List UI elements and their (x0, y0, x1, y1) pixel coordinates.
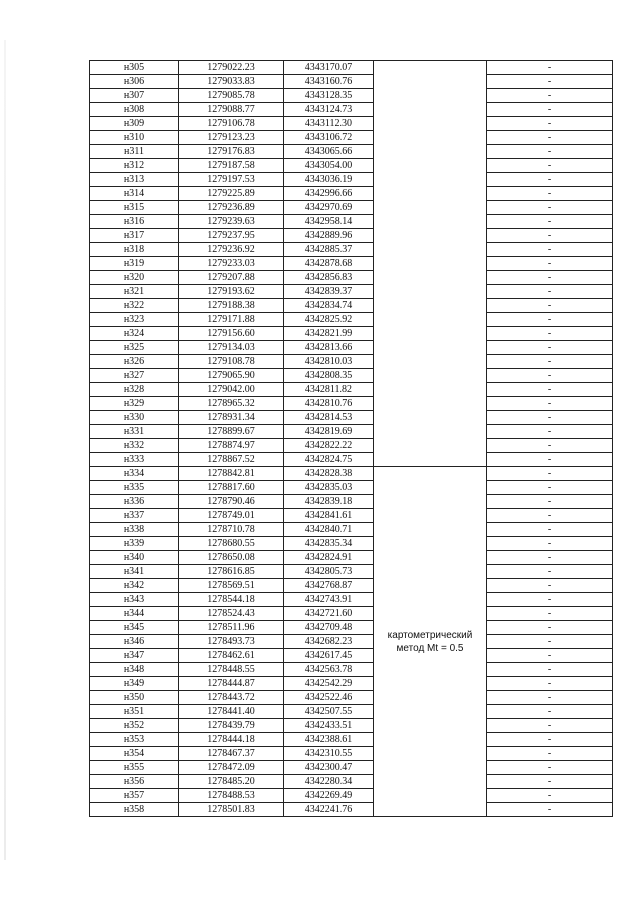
y-coordinate-cell: 4342810.03 (284, 355, 374, 369)
x-coordinate-cell: 1278790.46 (179, 495, 284, 509)
point-id-cell: н357 (90, 789, 179, 803)
accuracy-cell: - (487, 803, 613, 817)
x-coordinate-cell: 1279197.53 (179, 173, 284, 187)
table-row (90, 467, 613, 481)
accuracy-cell: - (487, 75, 613, 89)
method-label-line1: картометрический (387, 629, 473, 641)
y-coordinate-cell: 4342835.03 (284, 481, 374, 495)
x-coordinate-cell: 1278524.43 (179, 607, 284, 621)
y-coordinate-cell: 4343054.00 (284, 159, 374, 173)
accuracy-cell: - (487, 789, 613, 803)
point-id-cell: н337 (90, 509, 179, 523)
accuracy-cell: - (487, 257, 613, 271)
point-id-cell: н356 (90, 775, 179, 789)
accuracy-cell: - (487, 579, 613, 593)
y-coordinate-cell: 4342821.99 (284, 327, 374, 341)
x-coordinate-cell: 1279237.95 (179, 229, 284, 243)
accuracy-cell: - (487, 593, 613, 607)
accuracy-cell: - (487, 523, 613, 537)
table-row (90, 383, 613, 397)
x-coordinate-cell: 1278899.67 (179, 425, 284, 439)
accuracy-cell: - (487, 369, 613, 383)
table-row (90, 327, 613, 341)
table-row (90, 159, 613, 173)
y-coordinate-cell: 4342617.45 (284, 649, 374, 663)
table-row (90, 411, 613, 425)
x-coordinate-cell: 1278485.20 (179, 775, 284, 789)
x-coordinate-cell: 1279225.89 (179, 187, 284, 201)
x-coordinate-cell: 1278441.40 (179, 705, 284, 719)
y-coordinate-cell: 4342840.71 (284, 523, 374, 537)
point-id-cell: н358 (90, 803, 179, 817)
table-row (90, 509, 613, 523)
point-id-cell: н323 (90, 313, 179, 327)
point-id-cell: н339 (90, 537, 179, 551)
y-coordinate-cell: 4342507.55 (284, 705, 374, 719)
accuracy-cell: - (487, 649, 613, 663)
y-coordinate-cell: 4342743.91 (284, 593, 374, 607)
y-coordinate-cell: 4342825.92 (284, 313, 374, 327)
accuracy-cell: - (487, 243, 613, 257)
accuracy-cell: - (487, 61, 613, 75)
x-coordinate-cell: 1278817.60 (179, 481, 284, 495)
x-coordinate-cell: 1278874.97 (179, 439, 284, 453)
x-coordinate-cell: 1279033.83 (179, 75, 284, 89)
table-row (90, 397, 613, 411)
accuracy-cell: - (487, 201, 613, 215)
y-coordinate-cell: 4343112.30 (284, 117, 374, 131)
y-coordinate-cell: 4342433.51 (284, 719, 374, 733)
point-id-cell: н352 (90, 719, 179, 733)
point-id-cell: н320 (90, 271, 179, 285)
table-row (90, 355, 613, 369)
table-row (90, 313, 613, 327)
accuracy-cell: - (487, 299, 613, 313)
accuracy-cell: - (487, 747, 613, 761)
y-coordinate-cell: 4342878.68 (284, 257, 374, 271)
x-coordinate-cell: 1278842.81 (179, 467, 284, 481)
accuracy-cell: - (487, 705, 613, 719)
table-row (90, 565, 613, 579)
accuracy-cell: - (487, 397, 613, 411)
x-coordinate-cell: 1279207.88 (179, 271, 284, 285)
table-row (90, 481, 613, 495)
table-row (90, 89, 613, 103)
point-id-cell: н324 (90, 327, 179, 341)
point-id-cell: н331 (90, 425, 179, 439)
point-id-cell: н332 (90, 439, 179, 453)
x-coordinate-cell: 1279156.60 (179, 327, 284, 341)
x-coordinate-cell: 1279123.23 (179, 131, 284, 145)
table-row (90, 215, 613, 229)
x-coordinate-cell: 1278650.08 (179, 551, 284, 565)
point-id-cell: н306 (90, 75, 179, 89)
y-coordinate-cell: 4342819.69 (284, 425, 374, 439)
point-id-cell: н305 (90, 61, 179, 75)
point-id-cell: н342 (90, 579, 179, 593)
point-id-cell: н327 (90, 369, 179, 383)
table-row (90, 733, 613, 747)
y-coordinate-cell: 4342839.37 (284, 285, 374, 299)
table-row (90, 299, 613, 313)
y-coordinate-cell: 4342828.38 (284, 467, 374, 481)
accuracy-cell: - (487, 677, 613, 691)
accuracy-cell: - (487, 481, 613, 495)
point-id-cell: н345 (90, 621, 179, 635)
table-row (90, 61, 613, 75)
accuracy-cell: - (487, 439, 613, 453)
x-coordinate-cell: 1279193.62 (179, 285, 284, 299)
x-coordinate-cell: 1279108.78 (179, 355, 284, 369)
y-coordinate-cell: 4342563.78 (284, 663, 374, 677)
accuracy-cell: - (487, 551, 613, 565)
y-coordinate-cell: 4342822.22 (284, 439, 374, 453)
table-row (90, 131, 613, 145)
x-coordinate-cell: 1279188.38 (179, 299, 284, 313)
x-coordinate-cell: 1279134.03 (179, 341, 284, 355)
x-coordinate-cell: 1278493.73 (179, 635, 284, 649)
y-coordinate-cell: 4342269.49 (284, 789, 374, 803)
point-id-cell: н326 (90, 355, 179, 369)
y-coordinate-cell: 4342834.74 (284, 299, 374, 313)
table-row (90, 747, 613, 761)
point-id-cell: н340 (90, 551, 179, 565)
accuracy-cell: - (487, 663, 613, 677)
table-row (90, 537, 613, 551)
table-row (90, 341, 613, 355)
y-coordinate-cell: 4342813.66 (284, 341, 374, 355)
accuracy-cell: - (487, 383, 613, 397)
point-id-cell: н338 (90, 523, 179, 537)
x-coordinate-cell: 1278680.55 (179, 537, 284, 551)
point-id-cell: н355 (90, 761, 179, 775)
x-coordinate-cell: 1279042.00 (179, 383, 284, 397)
y-coordinate-cell: 4342839.18 (284, 495, 374, 509)
y-coordinate-cell: 4343106.72 (284, 131, 374, 145)
y-coordinate-cell: 4342889.96 (284, 229, 374, 243)
accuracy-cell: - (487, 271, 613, 285)
accuracy-cell: - (487, 509, 613, 523)
y-coordinate-cell: 4343065.66 (284, 145, 374, 159)
accuracy-cell: - (487, 565, 613, 579)
x-coordinate-cell: 1278444.18 (179, 733, 284, 747)
accuracy-cell: - (487, 719, 613, 733)
accuracy-cell: - (487, 187, 613, 201)
table-row (90, 271, 613, 285)
point-id-cell: н333 (90, 453, 179, 467)
y-coordinate-cell: 4342885.37 (284, 243, 374, 257)
x-coordinate-cell: 1278448.55 (179, 663, 284, 677)
table-row (90, 201, 613, 215)
accuracy-cell: - (487, 425, 613, 439)
table-row (90, 677, 613, 691)
y-coordinate-cell: 4343160.76 (284, 75, 374, 89)
y-coordinate-cell: 4342811.82 (284, 383, 374, 397)
point-id-cell: н343 (90, 593, 179, 607)
accuracy-cell: - (487, 355, 613, 369)
y-coordinate-cell: 4342241.76 (284, 803, 374, 817)
accuracy-cell: - (487, 411, 613, 425)
x-coordinate-cell: 1279176.83 (179, 145, 284, 159)
point-id-cell: н336 (90, 495, 179, 509)
y-coordinate-cell: 4342682.23 (284, 635, 374, 649)
table-row (90, 607, 613, 621)
point-id-cell: н317 (90, 229, 179, 243)
accuracy-cell: - (487, 691, 613, 705)
point-id-cell: н354 (90, 747, 179, 761)
point-id-cell: н349 (90, 677, 179, 691)
accuracy-cell: - (487, 467, 613, 481)
table-row (90, 243, 613, 257)
accuracy-cell: - (487, 313, 613, 327)
table-row (90, 229, 613, 243)
accuracy-cell: - (487, 103, 613, 117)
accuracy-cell: - (487, 607, 613, 621)
point-id-cell: н307 (90, 89, 179, 103)
y-coordinate-cell: 4342522.46 (284, 691, 374, 705)
point-id-cell: н314 (90, 187, 179, 201)
point-id-cell: н309 (90, 117, 179, 131)
table-row (90, 75, 613, 89)
y-coordinate-cell: 4342970.69 (284, 201, 374, 215)
table-row (90, 789, 613, 803)
x-coordinate-cell: 1279088.77 (179, 103, 284, 117)
x-coordinate-cell: 1278867.52 (179, 453, 284, 467)
accuracy-cell: - (487, 621, 613, 635)
table-row (90, 593, 613, 607)
accuracy-cell: - (487, 327, 613, 341)
y-coordinate-cell: 4342808.35 (284, 369, 374, 383)
x-coordinate-cell: 1278616.85 (179, 565, 284, 579)
table-row (90, 103, 613, 117)
table-row (90, 775, 613, 789)
y-coordinate-cell: 4342958.14 (284, 215, 374, 229)
point-id-cell: н346 (90, 635, 179, 649)
accuracy-cell: - (487, 173, 613, 187)
y-coordinate-cell: 4342805.73 (284, 565, 374, 579)
accuracy-cell: - (487, 131, 613, 145)
accuracy-cell: - (487, 761, 613, 775)
x-coordinate-cell: 1278501.83 (179, 803, 284, 817)
method-cell (374, 467, 487, 817)
x-coordinate-cell: 1278444.87 (179, 677, 284, 691)
point-id-cell: н350 (90, 691, 179, 705)
point-id-cell: н319 (90, 257, 179, 271)
point-id-cell: н347 (90, 649, 179, 663)
method-cell-empty (374, 61, 487, 467)
accuracy-cell: - (487, 635, 613, 649)
y-coordinate-cell: 4342768.87 (284, 579, 374, 593)
accuracy-cell: - (487, 215, 613, 229)
point-id-cell: н341 (90, 565, 179, 579)
x-coordinate-cell: 1278462.61 (179, 649, 284, 663)
y-coordinate-cell: 4342542.29 (284, 677, 374, 691)
accuracy-cell: - (487, 159, 613, 173)
x-coordinate-cell: 1279236.89 (179, 201, 284, 215)
point-id-cell: н313 (90, 173, 179, 187)
x-coordinate-cell: 1278749.01 (179, 509, 284, 523)
y-coordinate-cell: 4342835.34 (284, 537, 374, 551)
table-row (90, 495, 613, 509)
point-id-cell: н318 (90, 243, 179, 257)
point-id-cell: н334 (90, 467, 179, 481)
table-row (90, 803, 613, 817)
y-coordinate-cell: 4342721.60 (284, 607, 374, 621)
table-row (90, 117, 613, 131)
accuracy-cell: - (487, 229, 613, 243)
x-coordinate-cell: 1278511.96 (179, 621, 284, 635)
coordinates-table (89, 60, 613, 817)
method-label-line2: метод Mt = 0.5 (396, 642, 464, 654)
table-row (90, 145, 613, 159)
point-id-cell: н335 (90, 481, 179, 495)
scan-edge-shadow (4, 40, 6, 860)
table-row (90, 705, 613, 719)
table-row (90, 579, 613, 593)
y-coordinate-cell: 4342856.83 (284, 271, 374, 285)
point-id-cell: н316 (90, 215, 179, 229)
x-coordinate-cell: 1278472.09 (179, 761, 284, 775)
x-coordinate-cell: 1278439.79 (179, 719, 284, 733)
y-coordinate-cell: 4342709.48 (284, 621, 374, 635)
point-id-cell: н328 (90, 383, 179, 397)
table-row (90, 691, 613, 705)
x-coordinate-cell: 1279065.90 (179, 369, 284, 383)
point-id-cell: н310 (90, 131, 179, 145)
table-row (90, 285, 613, 299)
table-row (90, 439, 613, 453)
x-coordinate-cell: 1278931.34 (179, 411, 284, 425)
x-coordinate-cell: 1278467.37 (179, 747, 284, 761)
table-row (90, 187, 613, 201)
y-coordinate-cell: 4343170.07 (284, 61, 374, 75)
y-coordinate-cell: 4342996.66 (284, 187, 374, 201)
coordinates-table-body (90, 61, 613, 817)
table-row (90, 621, 613, 635)
y-coordinate-cell: 4342300.47 (284, 761, 374, 775)
point-id-cell: н315 (90, 201, 179, 215)
x-coordinate-cell: 1279171.88 (179, 313, 284, 327)
table-row (90, 173, 613, 187)
point-id-cell: н322 (90, 299, 179, 313)
x-coordinate-cell: 1279236.92 (179, 243, 284, 257)
x-coordinate-cell: 1279085.78 (179, 89, 284, 103)
y-coordinate-cell: 4342810.76 (284, 397, 374, 411)
x-coordinate-cell: 1279233.03 (179, 257, 284, 271)
point-id-cell: н308 (90, 103, 179, 117)
table-row (90, 663, 613, 677)
accuracy-cell: - (487, 495, 613, 509)
y-coordinate-cell: 4343124.73 (284, 103, 374, 117)
x-coordinate-cell: 1278544.18 (179, 593, 284, 607)
y-coordinate-cell: 4343036.19 (284, 173, 374, 187)
table-row (90, 453, 613, 467)
point-id-cell: н351 (90, 705, 179, 719)
point-id-cell: н325 (90, 341, 179, 355)
table-row (90, 761, 613, 775)
accuracy-cell: - (487, 341, 613, 355)
x-coordinate-cell: 1278488.53 (179, 789, 284, 803)
table-row (90, 719, 613, 733)
x-coordinate-cell: 1278443.72 (179, 691, 284, 705)
y-coordinate-cell: 4342824.75 (284, 453, 374, 467)
point-id-cell: н321 (90, 285, 179, 299)
y-coordinate-cell: 4342310.55 (284, 747, 374, 761)
table-row (90, 523, 613, 537)
y-coordinate-cell: 4342824.91 (284, 551, 374, 565)
point-id-cell: н329 (90, 397, 179, 411)
point-id-cell: н344 (90, 607, 179, 621)
x-coordinate-cell: 1279239.63 (179, 215, 284, 229)
accuracy-cell: - (487, 537, 613, 551)
x-coordinate-cell: 1278710.78 (179, 523, 284, 537)
accuracy-cell: - (487, 145, 613, 159)
point-id-cell: н311 (90, 145, 179, 159)
table-row (90, 551, 613, 565)
table-row (90, 649, 613, 663)
accuracy-cell: - (487, 89, 613, 103)
accuracy-cell: - (487, 733, 613, 747)
accuracy-cell: - (487, 285, 613, 299)
x-coordinate-cell: 1278965.32 (179, 397, 284, 411)
x-coordinate-cell: 1279106.78 (179, 117, 284, 131)
x-coordinate-cell: 1278569.51 (179, 579, 284, 593)
point-id-cell: н348 (90, 663, 179, 677)
point-id-cell: н312 (90, 159, 179, 173)
y-coordinate-cell: 4342814.53 (284, 411, 374, 425)
table-row (90, 425, 613, 439)
table-row (90, 635, 613, 649)
y-coordinate-cell: 4342280.34 (284, 775, 374, 789)
y-coordinate-cell: 4342388.61 (284, 733, 374, 747)
y-coordinate-cell: 4342841.61 (284, 509, 374, 523)
x-coordinate-cell: 1279187.58 (179, 159, 284, 173)
point-id-cell: н330 (90, 411, 179, 425)
accuracy-cell: - (487, 117, 613, 131)
accuracy-cell: - (487, 775, 613, 789)
accuracy-cell: - (487, 453, 613, 467)
table-row (90, 257, 613, 271)
x-coordinate-cell: 1279022.23 (179, 61, 284, 75)
y-coordinate-cell: 4343128.35 (284, 89, 374, 103)
table-row (90, 369, 613, 383)
point-id-cell: н353 (90, 733, 179, 747)
